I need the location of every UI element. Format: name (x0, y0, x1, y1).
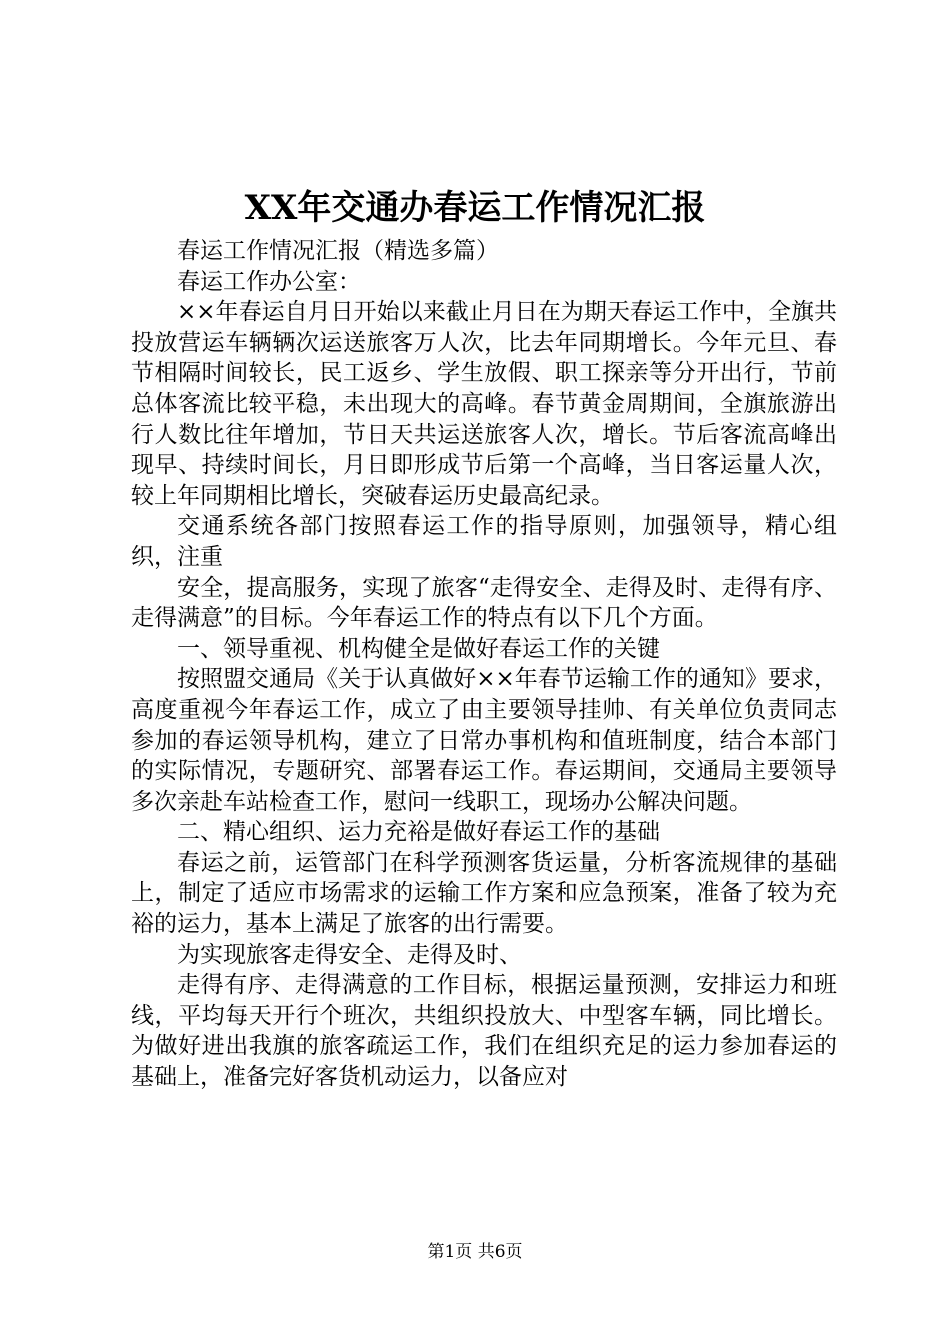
section-heading-2: 二、精心组织、运力充裕是做好春运工作的基础 (177, 819, 660, 846)
paragraph-4: 交通系统各部门按照春运工作的指导原则，加强领导，精心组织，注重 (131, 513, 837, 570)
paragraph-9: 走得有序、走得满意的工作目标，根据运量预测，安排运力和班线，平均每天开行个班次，共组织投放大、中型客车辆，同比增长。为做好进出我旗的旅客疏运工作，我们在组织充足的运力参加春运的基础上，准备完好客货机动运力，以备应对 (131, 972, 837, 1091)
paragraph-1: 春运工作情况汇报（精选多篇） (177, 238, 499, 264)
paragraph-3: ××年春运自月日开始以来截止月日在为期天春运工作中，全旗共投放营运车辆辆次运送旅客万人次，比去年同期增长。今年元旦、春节相隔时间较长，民工返乡、学生放假、职工探亲等分开出行，节前总体客流比较平稳，未出现大的高峰。春节黄金周期间，全旗旅游出行人数比往年增加，节日天共运送旅客人次，增长。节后客流高峰出现早、持续时间长，月日即形成节后第一个高峰，当日客运量人次，较上年同期相比增长，突破春运历史最高纪录。 (131, 299, 837, 509)
paragraph-8: 为实现旅客走得安全、走得及时、 (177, 941, 522, 968)
paragraph-6: 按照盟交通局《关于认真做好××年春节运输工作的通知》要求，高度重视今年春运工作，成立了由主要领导挂帅、有关单位负责同志参加的春运领导机构，建立了日常办事机构和值班制度，结合本部门的实际情况，专题研究、部署春运工作。春运期间，交通局主要领导多次亲赴车站检查工作，慰问一线职工，现场办公解决问题。 (131, 666, 837, 815)
document-title: XX年交通办春运工作情况汇报 (244, 188, 706, 228)
section-heading-1: 一、领导重视、机构健全是做好春运工作的关键 (177, 635, 660, 662)
paragraph-7: 春运之前，运管部门在科学预测客货运量，分析客流规律的基础上，制定了适应市场需求的运输工作方案和应急预案，准备了较为充裕的运力，基本上满足了旅客的出行需要。 (131, 849, 837, 938)
document-body (131, 236, 837, 1093)
page-footer: 第1页 共6页 (427, 1242, 523, 1262)
paragraph-2: 春运工作办公室： (177, 268, 361, 295)
paragraph-5: 安全，提高服务，实现了旅客“走得安全、走得及时、走得有序、走得满意”的目标。今年春运工作的特点有以下几个方面。 (131, 574, 837, 632)
